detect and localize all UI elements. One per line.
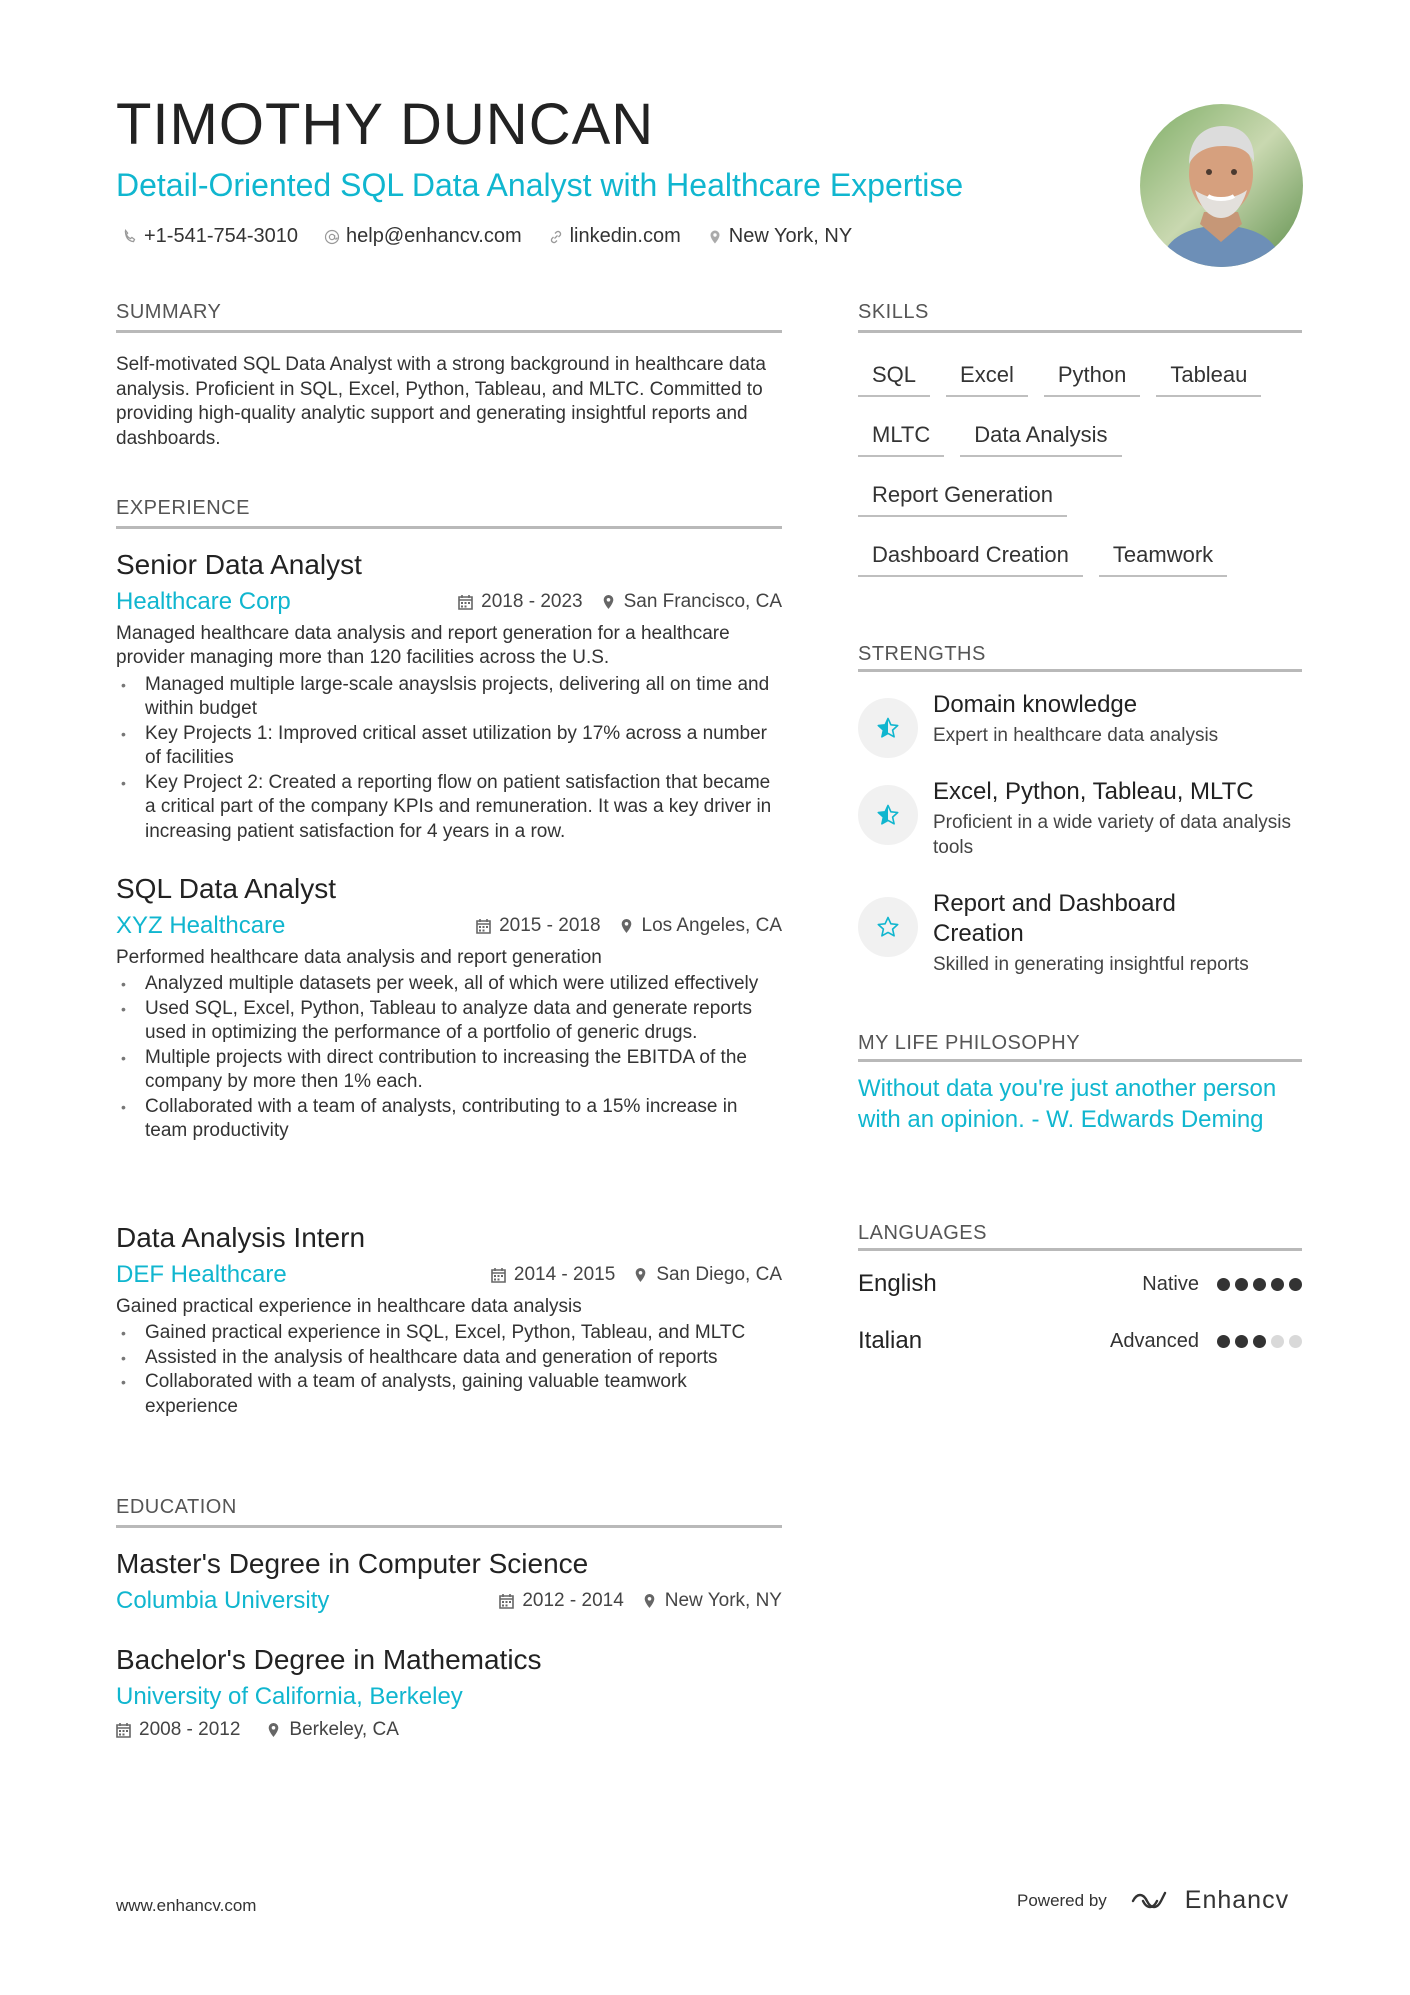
company-name[interactable]: DEF Healthcare xyxy=(116,1260,287,1288)
contact-bar xyxy=(122,225,852,248)
languages-divider xyxy=(858,1248,1302,1251)
language-name: English xyxy=(858,1270,937,1297)
proficiency-dot xyxy=(1271,1335,1284,1348)
job-title: Senior Data Analyst xyxy=(116,549,362,580)
proficiency-dot xyxy=(1289,1335,1302,1348)
job-dates xyxy=(476,915,600,937)
proficiency-dot xyxy=(1217,1335,1230,1348)
skill-tag: SQL xyxy=(858,355,930,397)
experience-divider xyxy=(116,526,782,529)
summary-divider xyxy=(116,330,782,333)
star-badge xyxy=(858,897,918,957)
achievement-item: • Assisted in the analysis of healthcare data and generation of reports xyxy=(116,1346,782,1371)
skill-tag: Python xyxy=(1044,355,1141,397)
language-level: Advanced xyxy=(1110,1329,1199,1352)
map-pin-icon xyxy=(619,918,634,934)
brand-name: Enhancv xyxy=(1184,1886,1290,1914)
education-item xyxy=(116,1643,782,1741)
proficiency-dot xyxy=(1235,1335,1248,1348)
proficiency-dot xyxy=(1289,1278,1302,1291)
strength-item xyxy=(858,777,1302,860)
skill-tag: Report Generation xyxy=(858,475,1067,517)
email-text: help@enhancv.com xyxy=(346,225,522,247)
location-text: New York, NY xyxy=(728,225,853,247)
school-name[interactable]: University of California, Berkeley xyxy=(116,1682,463,1710)
star-outline-icon xyxy=(876,915,900,939)
skill-tag: Tableau xyxy=(1156,355,1261,397)
at-icon xyxy=(324,229,340,245)
experience-item xyxy=(116,872,782,1144)
skill-tag: Teamwork xyxy=(1099,535,1227,577)
language-item xyxy=(858,1327,1302,1355)
proficiency-dot xyxy=(1217,1278,1230,1291)
contact-email[interactable] xyxy=(324,225,522,248)
strength-description: Skilled in generating insightful reports xyxy=(933,954,1249,975)
calendar-icon xyxy=(116,1722,131,1738)
job-location xyxy=(601,591,782,613)
dates-text: 2014 - 2015 xyxy=(513,1263,616,1285)
proficiency-dots xyxy=(1217,1278,1302,1291)
phone-text: +1-541-754-3010 xyxy=(144,225,299,247)
job-dates xyxy=(458,591,582,613)
strengths-heading: STRENGTHS xyxy=(858,643,986,665)
achievement-item: • Managed multiple large-scale anayslsis projects, delivering all on time and within budget xyxy=(116,673,782,722)
dates-text: 2015 - 2018 xyxy=(499,914,601,936)
skill-tag: MLTC xyxy=(858,415,944,457)
strength-title: Excel, Python, Tableau, MLTC xyxy=(933,778,1254,805)
achievement-list xyxy=(116,1321,782,1419)
location-text: San Diego, CA xyxy=(656,1263,782,1285)
achievement-item: • Collaborated with a team of analysts, contributing to a 15% increase in team productivity xyxy=(116,1095,782,1144)
degree-title: Master's Degree in Computer Science xyxy=(116,1548,589,1579)
job-description: Managed healthcare data analysis and report generation for a healthcare provider managing more than 120 facilities across the U.S. xyxy=(116,622,730,669)
enhancv-logo[interactable] xyxy=(1129,1886,1289,1915)
degree-title: Bachelor's Degree in Mathematics xyxy=(116,1644,542,1675)
job-title: Data Analysis Intern xyxy=(116,1222,366,1253)
education-heading: EDUCATION xyxy=(116,1496,237,1518)
proficiency-dot xyxy=(1271,1278,1284,1291)
proficiency-dots xyxy=(1217,1335,1302,1348)
company-name[interactable]: XYZ Healthcare xyxy=(116,911,286,939)
profile-photo xyxy=(1140,104,1303,267)
achievement-list xyxy=(116,673,782,845)
skill-tag: Excel xyxy=(946,355,1028,397)
achievement-list xyxy=(116,972,782,1144)
job-dates xyxy=(491,1264,615,1286)
star-badge xyxy=(858,785,918,845)
strength-title: Report and Dashboard Creation xyxy=(933,890,1176,947)
achievement-item: • Key Project 2: Created a reporting flow on patient satisfaction that became a critical part of the company KPIs and remuneration. It was a key driver in increasing patient satisfaction for 4 years in a row. xyxy=(116,771,782,845)
job-location xyxy=(619,915,782,937)
achievement-item: • Gained practical experience in SQL, Excel, Python, Tableau, and MLTC xyxy=(116,1321,782,1346)
candidate-name: TIMOTHY DUNCAN xyxy=(116,92,655,157)
skills-divider xyxy=(858,330,1302,333)
location-text: San Francisco, CA xyxy=(623,590,782,612)
company-name[interactable]: Healthcare Corp xyxy=(116,587,291,615)
star-badge xyxy=(858,698,918,758)
proficiency-dot xyxy=(1253,1278,1266,1291)
philosophy-heading: MY LIFE PHILOSOPHY xyxy=(858,1032,1081,1054)
contact-linkedin[interactable] xyxy=(548,225,681,248)
powered-by-label: Powered by xyxy=(1017,1890,1107,1910)
strength-description: Expert in healthcare data analysis xyxy=(933,725,1219,746)
proficiency-dot xyxy=(1235,1278,1248,1291)
achievement-item: • Used SQL, Excel, Python, Tableau to analyze data and generate reports used in optimizing the performance of a portfolio of generic drugs. xyxy=(116,997,782,1046)
footer-website[interactable]: www.enhancv.com xyxy=(116,1896,257,1915)
skills-heading: SKILLS xyxy=(858,301,929,323)
strength-title: Domain knowledge xyxy=(933,691,1138,718)
summary-text: Self-motivated SQL Data Analyst with a strong background in healthcare data analysis. Proficient in SQL, Excel, Python, Tableau, and MLTC. Committed to providing high-quality analytic support and generating insightful reports and dashboards. xyxy=(116,354,766,449)
job-description: Gained practical experience in healthcare data analysis xyxy=(116,1295,582,1317)
proficiency-dot xyxy=(1253,1335,1266,1348)
achievement-item: • Multiple projects with direct contribution to increasing the EBITDA of the company by more then 1% each. xyxy=(116,1046,782,1095)
calendar-icon xyxy=(458,594,473,610)
job-location xyxy=(633,1264,782,1286)
calendar-icon xyxy=(491,1267,506,1283)
map-pin-icon xyxy=(266,1722,281,1738)
dates-text: 2018 - 2023 xyxy=(481,590,583,612)
star-half-icon xyxy=(876,716,900,740)
school-name[interactable]: Columbia University xyxy=(116,1586,330,1614)
candidate-headline: Detail-Oriented SQL Data Analyst with Healthcare Expertise xyxy=(116,167,964,203)
star-half-icon xyxy=(876,803,900,827)
linkedin-text: linkedin.com xyxy=(569,225,681,247)
enhancv-logo-icon xyxy=(1129,1888,1175,1914)
language-item xyxy=(858,1270,1302,1298)
achievement-item: • Analyzed multiple datasets per week, all of which were utilized effectively xyxy=(116,972,782,997)
philosophy-divider xyxy=(858,1059,1302,1062)
calendar-icon xyxy=(499,1593,514,1609)
strengths-divider xyxy=(858,669,1302,672)
languages-heading: LANGUAGES xyxy=(858,1222,987,1244)
skill-tag: Dashboard Creation xyxy=(858,535,1083,577)
experience-item xyxy=(116,1221,782,1419)
skill-tag: Data Analysis xyxy=(960,415,1121,457)
location-text: Berkeley, CA xyxy=(289,1718,399,1740)
philosophy-quote: Without data you're just another person with an opinion. - W. Edwards Deming xyxy=(858,1075,1277,1133)
location-text: Los Angeles, CA xyxy=(641,914,782,936)
footer-branding xyxy=(1017,1886,1289,1915)
strength-item xyxy=(858,690,1302,758)
link-icon xyxy=(548,229,564,245)
education-item xyxy=(116,1547,782,1615)
edu-location xyxy=(642,1590,782,1612)
job-title: SQL Data Analyst xyxy=(116,873,336,904)
skills-list xyxy=(858,355,1302,595)
map-pin-icon xyxy=(601,594,616,610)
map-pin-icon xyxy=(707,229,723,245)
edu-dates xyxy=(116,1719,240,1741)
achievement-item: • Collaborated with a team of analysts, gaining valuable teamwork experience xyxy=(116,1370,782,1419)
map-pin-icon xyxy=(633,1267,648,1283)
experience-heading: EXPERIENCE xyxy=(116,497,250,519)
strength-item xyxy=(858,889,1302,978)
contact-phone[interactable] xyxy=(122,225,298,248)
education-divider xyxy=(116,1525,782,1528)
experience-item xyxy=(116,548,782,844)
strength-description: Proficient in a wide variety of data analysis tools xyxy=(933,812,1292,858)
calendar-icon xyxy=(476,918,491,934)
map-pin-icon xyxy=(642,1593,657,1609)
job-description: Performed healthcare data analysis and report generation xyxy=(116,946,602,968)
dates-text: 2012 - 2014 xyxy=(522,1589,624,1611)
edu-location xyxy=(266,1719,398,1741)
edu-dates xyxy=(499,1590,623,1612)
contact-location xyxy=(707,225,852,248)
location-text: New York, NY xyxy=(664,1589,782,1611)
language-name: Italian xyxy=(858,1327,923,1354)
summary-heading: SUMMARY xyxy=(116,301,222,323)
phone-icon xyxy=(122,229,138,245)
dates-text: 2008 - 2012 xyxy=(139,1718,241,1740)
language-level: Native xyxy=(1142,1272,1199,1295)
achievement-item: • Key Projects 1: Improved critical asset utilization by 17% across a number of facilities xyxy=(116,722,782,771)
